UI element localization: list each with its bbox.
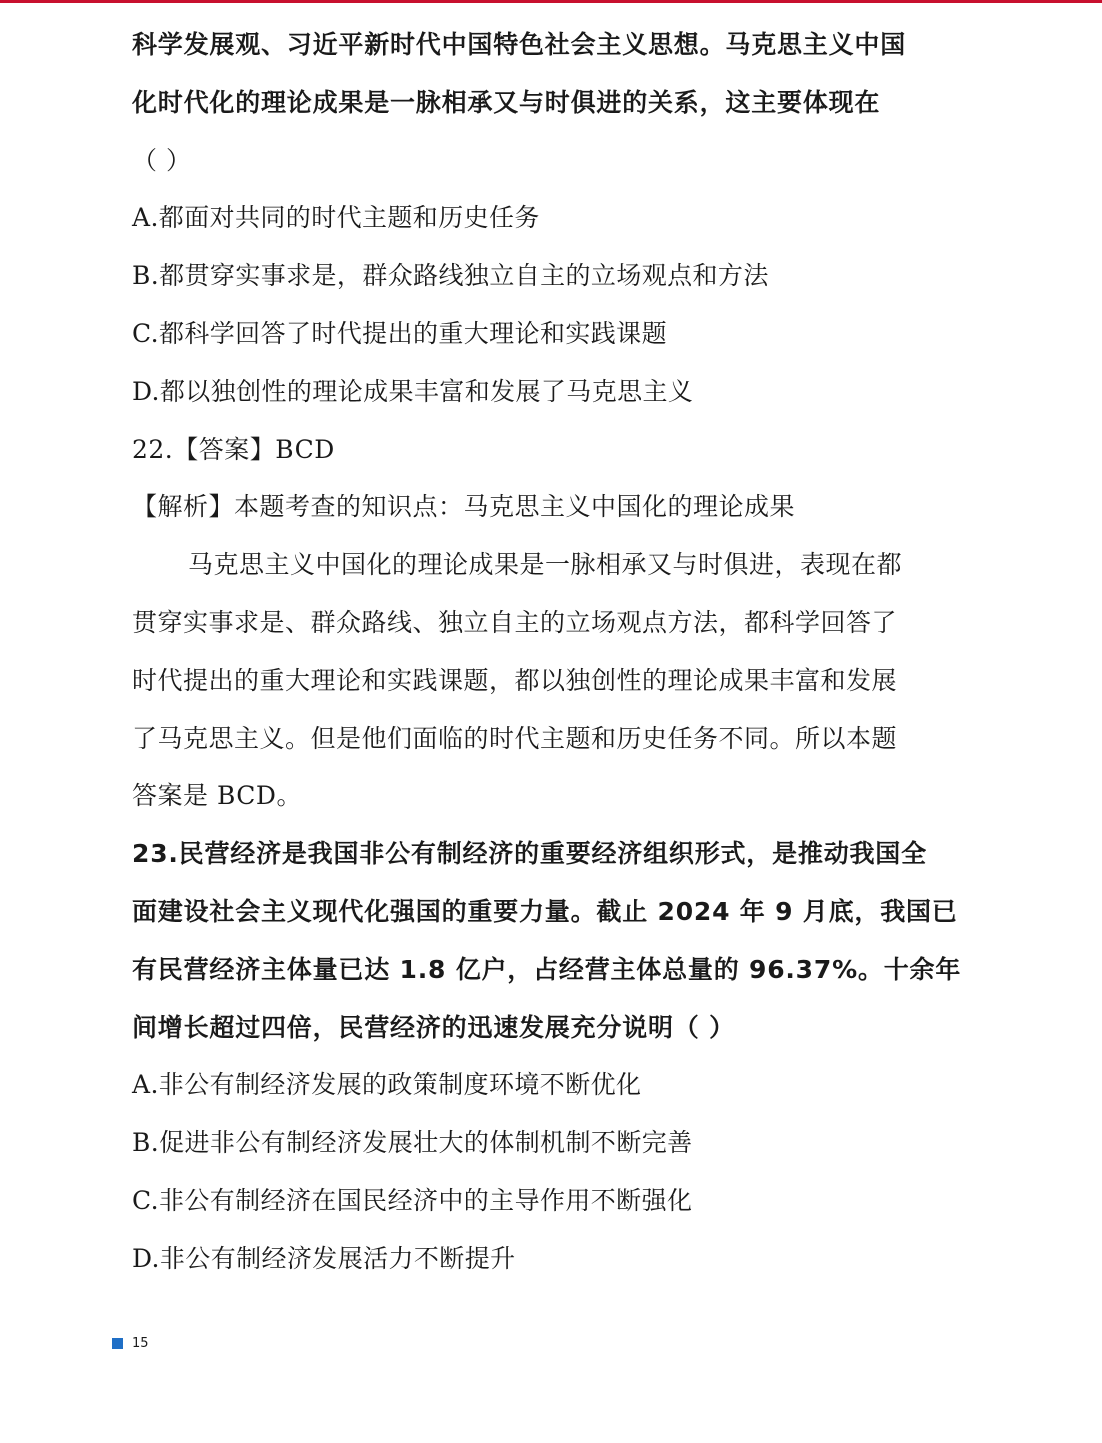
page-content <box>132 16 972 1288</box>
analysis-body-line: 答案是 BCD。 <box>132 781 302 811</box>
analysis-body-line: 贯穿实事求是、群众路线、独立自主的立场观点方法，都科学回答了 <box>132 607 898 637</box>
option-b: B.都贯穿实事求是，群众路线独立自主的立场观点和方法 <box>132 261 769 291</box>
option-a: A.非公有制经济发展的政策制度环境不断优化 <box>132 1070 642 1100</box>
option-c: C.都科学回答了时代提出的重大理论和实践课题 <box>132 318 667 348</box>
question-23 <box>132 825 972 1287</box>
analysis-body-line: 时代提出的重大理论和实践课题，都以独创性的理论成果丰富和发展 <box>132 665 898 695</box>
question-stem-line: 面建设社会主义现代化强国的重要力量。截止 2024 年 9 月底，我国已 <box>132 896 958 926</box>
question-21 <box>132 16 972 421</box>
header-rule <box>0 0 1102 3</box>
option-d: D.非公有制经济发展活力不断提升 <box>132 1243 516 1273</box>
option-c: C.非公有制经济在国民经济中的主导作用不断强化 <box>132 1185 693 1215</box>
option-d: D.都以独创性的理论成果丰富和发展了马克思主义 <box>132 376 694 406</box>
analysis-title: 【解析】本题考查的知识点：马克思主义中国化的理论成果 <box>132 492 796 522</box>
question-stem-line: 化时代化的理论成果是一脉相承又与时俱进的关系，这主要体现在 <box>132 87 881 117</box>
analysis-body-line: 了马克思主义。但是他们面临的时代主题和历史任务不同。所以本题 <box>132 723 898 753</box>
footer-square-icon <box>112 1338 123 1349</box>
page-footer <box>112 1335 149 1351</box>
question-stem-line: 23.民营经济是我国非公有制经济的重要经济组织形式，是推动我国全 <box>132 839 927 869</box>
answer-22 <box>132 421 972 826</box>
option-a: A.都面对共同的时代主题和历史任务 <box>132 203 540 233</box>
question-stem-line: 间增长超过四倍，民营经济的迅速发展充分说明（ ） <box>132 1012 735 1042</box>
question-stem-line: 有民营经济主体量已达 1.8 亿户，占经营主体总量的 96.37%。十余年 <box>132 954 962 984</box>
analysis-body-line: 马克思主义中国化的理论成果是一脉相承又与时俱进，表现在都 <box>188 550 903 580</box>
option-b: B.促进非公有制经济发展壮大的体制机制不断完善 <box>132 1128 693 1158</box>
answer-line: 22.【答案】BCD <box>132 434 335 464</box>
answer-blank: （ ） <box>132 145 192 175</box>
question-stem-line: 科学发展观、习近平新时代中国特色社会主义思想。马克思主义中国 <box>132 30 907 59</box>
page-number: 15 <box>132 1335 149 1351</box>
